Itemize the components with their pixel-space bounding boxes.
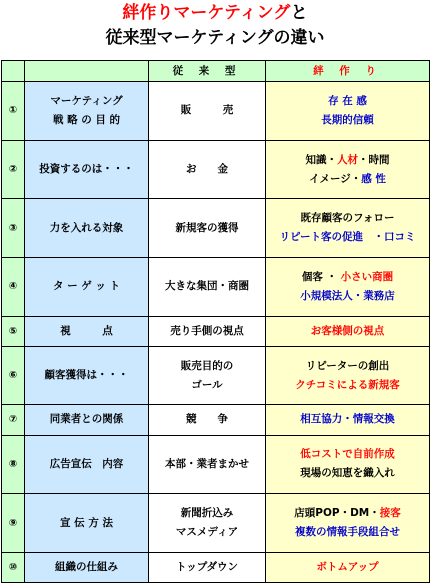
conventional-line: 販 売: [180, 104, 234, 117]
conventional-line: マスメディア: [175, 526, 239, 539]
conventional-line: 売り手側の視点: [170, 324, 244, 337]
header-num-cell: [2, 61, 25, 82]
row-number: ④: [2, 258, 25, 317]
header-conventional: 従 来 型: [149, 61, 266, 82]
table-row: [2, 552, 430, 582]
item-line: 視 点: [60, 324, 113, 337]
row-number: ⑦: [2, 405, 25, 435]
row-item-label: [25, 258, 149, 317]
item-line: 宣 伝 方 法: [60, 516, 113, 529]
item-line: 組織の仕組み: [55, 560, 118, 573]
table-row: [2, 435, 430, 494]
header-bond-building: 絆 作 り: [266, 61, 430, 82]
item-line: 広告宣伝 内容: [49, 457, 124, 470]
table-row: [2, 405, 430, 435]
conventional-cell: [149, 258, 266, 317]
text-segment: イメージ・: [309, 172, 362, 185]
text-segment: 小さい商圏: [340, 270, 394, 283]
conventional-cell: [149, 346, 266, 405]
row-number: ⑨: [2, 494, 25, 553]
conventional-cell: [149, 82, 266, 141]
bond-building-cell: [266, 82, 430, 141]
row-number: ②: [2, 140, 25, 199]
title-red-part: 絆作りマーケティング: [122, 3, 291, 23]
conventional-cell: [149, 435, 266, 494]
text-segment: 小規模法人・業務店: [300, 289, 395, 302]
text-segment: 長期的信頼: [321, 113, 374, 126]
text-segment: 人材: [337, 153, 358, 166]
table-row: [2, 82, 430, 141]
bond-building-line: [266, 268, 429, 287]
text-segment: お客様側の視点: [310, 324, 385, 337]
row-number: ⑥: [2, 346, 25, 405]
item-line: 戦 略 の 目 的: [52, 113, 121, 126]
text-segment: 既存顧客のフォロー: [300, 212, 395, 225]
conventional-cell: [149, 494, 266, 553]
bond-building-line: [266, 322, 429, 341]
page-subtitle: 従来型マーケティングの違い: [105, 28, 325, 48]
row-item-label: [25, 435, 149, 494]
conventional-cell: [149, 552, 266, 582]
item-line: マーケティング: [50, 94, 123, 107]
text-segment: リピーターの創出: [305, 359, 390, 372]
table-row: [2, 140, 430, 199]
table-header-row: [2, 61, 430, 82]
table-row: [2, 346, 430, 405]
page-title: [0, 2, 430, 24]
bond-building-cell: [266, 316, 430, 346]
bond-building-cell: [266, 140, 430, 199]
conventional-cell: [149, 199, 266, 258]
text-segment: ・時間: [358, 153, 390, 166]
text-segment: 低コストで自前作成: [300, 448, 395, 461]
text-segment: 存 在 感: [328, 94, 367, 107]
row-item-label: [25, 552, 149, 582]
conventional-line: お 金: [186, 163, 228, 175]
conventional-cell: [149, 316, 266, 346]
bond-building-line: [266, 464, 429, 483]
text-segment: 個客 ・: [301, 270, 341, 283]
row-item-label: [25, 405, 149, 435]
conventional-line: トップダウン: [176, 560, 238, 573]
bond-building-line: [266, 523, 429, 542]
conventional-line: 競 争: [186, 413, 228, 426]
text-segment: 接客: [379, 507, 401, 520]
bond-building-line: [266, 357, 429, 376]
table-row: [2, 199, 430, 258]
table-row: [2, 494, 430, 553]
conventional-line: 新規客の獲得: [175, 221, 239, 234]
bond-building-line: [266, 151, 429, 170]
bond-building-cell: [266, 346, 430, 405]
text-segment: 知識・: [305, 153, 337, 166]
conventional-line: 本部・業者まかせ: [165, 457, 249, 470]
text-segment: 相互協力・情報交換: [300, 413, 395, 426]
bond-building-line: [266, 445, 429, 464]
text-segment: 複数の情報手段組合せ: [295, 526, 400, 539]
text-segment: ボトムアップ: [316, 560, 379, 573]
conventional-line: 新聞折込み: [180, 507, 234, 520]
bond-building-line: [266, 287, 429, 306]
bond-building-cell: [266, 435, 430, 494]
bond-building-cell: [266, 258, 430, 317]
bond-building-line: [266, 410, 429, 429]
item-line: 同業者との関係: [49, 413, 124, 426]
item-line: 力を入れる対象: [49, 221, 124, 234]
conventional-line: 大きな集団・商圏: [165, 280, 249, 293]
bond-building-line: [266, 92, 429, 111]
row-item-label: [25, 199, 149, 258]
bond-building-cell: [266, 405, 430, 435]
bond-building-cell: [266, 199, 430, 258]
row-number: ③: [2, 199, 25, 258]
bond-building-cell: [266, 552, 430, 582]
item-line: タ ー ゲ ッ ト: [52, 280, 121, 293]
row-item-label: [25, 346, 149, 405]
text-segment: 感 性: [361, 172, 386, 185]
table-row: [2, 316, 430, 346]
row-item-label: [25, 82, 149, 141]
row-number: ⑧: [2, 435, 25, 494]
bond-building-line: [266, 376, 429, 395]
bond-building-cell: [266, 494, 430, 553]
row-number: ①: [2, 82, 25, 141]
row-number: ⑩: [2, 552, 25, 582]
title-black-part: と: [290, 3, 308, 23]
row-item-label: [25, 140, 149, 199]
text-segment: クチコミによる新規客: [295, 378, 400, 391]
text-segment: リピート客の促進 ・口コミ: [279, 231, 416, 244]
bond-building-line: [266, 111, 429, 130]
bond-building-line: [266, 209, 429, 228]
item-line: 投資するのは・・・: [39, 163, 134, 175]
bond-building-line: [266, 558, 429, 577]
header-item-cell: [25, 61, 149, 82]
bond-building-line: [266, 170, 429, 189]
conventional-line: 販売目的の: [180, 359, 234, 372]
conventional-cell: [149, 140, 266, 199]
text-segment: 店頭POP・DM・: [294, 507, 380, 520]
row-item-label: [25, 494, 149, 553]
table-row: [2, 258, 430, 317]
conventional-line: ゴール: [191, 378, 223, 391]
item-line: 顧客獲得は・・・: [44, 369, 129, 382]
bond-building-line: [266, 228, 429, 247]
row-item-label: [25, 316, 149, 346]
comparison-table: [1, 60, 430, 583]
text-segment: 現場の知恵を織入れ: [300, 467, 395, 480]
bond-building-line: [266, 504, 429, 523]
row-number: ⑤: [2, 316, 25, 346]
conventional-cell: [149, 405, 266, 435]
